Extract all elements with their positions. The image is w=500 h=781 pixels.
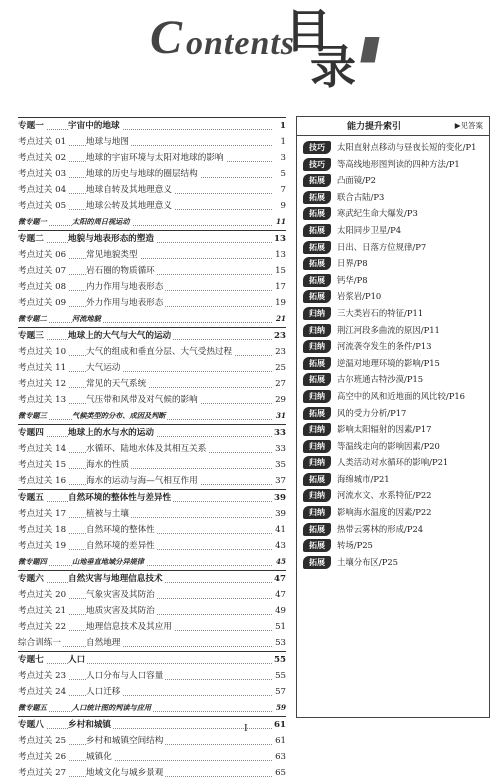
index-item[interactable] <box>303 272 485 289</box>
toc-title: 自然环境的整体性与差异性 <box>68 490 173 506</box>
toc-item-row[interactable] <box>18 603 286 619</box>
toc-section-row[interactable] <box>18 651 286 668</box>
toc-page: 23 <box>272 328 286 344</box>
toc-item-row[interactable] <box>18 295 286 311</box>
toc-item-row[interactable] <box>18 441 286 457</box>
toc-label: 考点过关 27 <box>18 765 68 781</box>
index-item[interactable] <box>303 239 485 256</box>
toc-title: 大气运动 <box>86 360 122 376</box>
toc-item-row[interactable] <box>18 344 286 360</box>
toc-title: 自然环境的差异性 <box>86 538 157 554</box>
toc-page: 55 <box>272 652 286 668</box>
index-item[interactable] <box>303 172 485 189</box>
toc-item-row[interactable] <box>18 150 286 166</box>
toc-title: 气象灾害及其防治 <box>86 587 157 603</box>
toc-item-row[interactable] <box>18 765 286 781</box>
toc-label: 考点过关 11 <box>18 360 68 376</box>
index-list <box>303 139 485 570</box>
toc-label: 专题七 <box>18 652 46 668</box>
toc-label: 考点过关 20 <box>18 587 68 603</box>
toc-page: 33 <box>272 441 286 457</box>
index-badge: 拓展 <box>303 357 331 370</box>
ability-index-panel <box>296 116 490 718</box>
toc-title: 大气的组成和垂直分层、大气受热过程 <box>86 344 234 360</box>
index-text: 寒武纪生命大爆发/P3 <box>337 208 418 219</box>
index-text: 荆江河段多曲流的原因/P11 <box>337 324 440 335</box>
answer-tag: ▶见答案 <box>454 121 483 130</box>
index-item[interactable] <box>303 371 485 388</box>
toc-page: 47 <box>272 571 286 587</box>
index-badge: 归纳 <box>303 506 331 519</box>
toc-page: 37 <box>272 473 286 489</box>
toc-label: 综合训练一 <box>18 635 63 651</box>
index-badge: 拓展 <box>303 407 331 420</box>
index-header <box>297 117 489 136</box>
toc-page: 25 <box>272 360 286 376</box>
index-text: 古尔班通古特沙漠/P15 <box>337 374 424 385</box>
toc-title: 地球自转及其地理意义 <box>86 182 174 198</box>
index-title: 能力提升索引 <box>347 122 402 132</box>
toc-section-row[interactable] <box>18 230 286 247</box>
toc-title: 地球上的大气与大气的运动 <box>68 328 173 344</box>
index-badge: 拓展 <box>303 556 331 569</box>
toc-title: 外力作用与地表形态 <box>86 295 165 311</box>
index-badge: 归纳 <box>303 340 331 353</box>
toc-page: 21 <box>272 311 286 327</box>
toc-title: 地质灾害及其防治 <box>86 603 157 619</box>
index-item[interactable] <box>303 487 485 504</box>
index-item[interactable] <box>303 205 485 222</box>
toc-page: 33 <box>272 425 286 441</box>
toc-label: 专题四 <box>18 425 46 441</box>
toc-label: 考点过关 04 <box>18 182 68 198</box>
index-item[interactable] <box>303 438 485 455</box>
toc-title: 气候类型的分布、成因及判断 <box>72 408 167 424</box>
index-badge: 拓展 <box>303 373 331 386</box>
toc-page: 5 <box>272 166 286 182</box>
toc-title: 人口迁移 <box>86 684 122 700</box>
toc-label: 考点过关 13 <box>18 392 68 408</box>
toc-title: 岩石圈的物质循环 <box>86 263 157 279</box>
toc-item-row[interactable] <box>18 733 286 749</box>
toc-title: 水循环、陆地水体及其相互关系 <box>86 441 208 457</box>
toc-special-row[interactable] <box>18 214 286 230</box>
toc-page: 7 <box>272 182 286 198</box>
index-badge: 拓展 <box>303 174 331 187</box>
toc-page: 57 <box>272 684 286 700</box>
toc-page: 17 <box>272 279 286 295</box>
toc-page: 19 <box>272 295 286 311</box>
index-text: 等温线走向的影响因素/P20 <box>337 440 440 451</box>
header-lu: 录 <box>310 40 356 94</box>
toc-page: 47 <box>272 587 286 603</box>
toc-label: 考点过关 22 <box>18 619 68 635</box>
index-item[interactable] <box>303 156 485 173</box>
toc-label: 考点过关 10 <box>18 344 68 360</box>
index-text: 联合古陆/P3 <box>337 191 385 202</box>
toc-title: 海水的运动与海—气相互作用 <box>86 473 200 489</box>
toc-label: 微专题四 <box>18 554 49 570</box>
index-item[interactable] <box>303 338 485 355</box>
toc-item-row[interactable] <box>18 198 286 214</box>
toc-label: 考点过关 15 <box>18 457 68 473</box>
index-text: 海绵城市/P21 <box>337 473 390 484</box>
index-text: 河流袭夺发生的条件/P13 <box>337 341 432 352</box>
index-item[interactable] <box>303 139 485 156</box>
toc-item-row[interactable] <box>18 587 286 603</box>
toc-item-row[interactable] <box>18 360 286 376</box>
index-badge: 归纳 <box>303 324 331 337</box>
toc-page: 11 <box>272 214 286 230</box>
toc-title: 人口分布与人口容量 <box>86 668 165 684</box>
leader-dots <box>18 214 272 226</box>
toc-label: 专题二 <box>18 231 46 247</box>
toc-title: 河流地貌 <box>72 311 103 327</box>
toc-title: 常见地貌类型 <box>86 247 140 263</box>
toc-label: 微专题三 <box>18 408 49 424</box>
toc-title: 植被与土壤 <box>86 506 131 522</box>
toc-label: 考点过关 16 <box>18 473 68 489</box>
index-badge: 拓展 <box>303 191 331 204</box>
toc-title: 自然灾害与地理信息技术 <box>68 571 165 587</box>
toc-page: 61 <box>272 717 286 733</box>
index-item[interactable] <box>303 222 485 239</box>
toc-title: 太阳的周日视运动 <box>72 214 132 230</box>
index-badge: 归纳 <box>303 423 331 436</box>
toc-item-row[interactable] <box>18 279 286 295</box>
toc-label: 考点过关 03 <box>18 166 68 182</box>
toc-page: 59 <box>272 700 286 716</box>
toc-page: 35 <box>272 457 286 473</box>
toc-title: 自然环境的整体性 <box>86 522 157 538</box>
toc-page: 1 <box>272 134 286 150</box>
toc-page: 61 <box>272 733 286 749</box>
leader-dots <box>18 652 272 664</box>
toc-label: 考点过关 09 <box>18 295 68 311</box>
toc-item-row[interactable] <box>18 538 286 554</box>
toc-page: 49 <box>272 603 286 619</box>
index-badge: 拓展 <box>303 274 331 287</box>
index-item[interactable] <box>303 189 485 206</box>
toc-section-row[interactable] <box>18 570 286 587</box>
toc-title: 自然地理 <box>86 635 122 651</box>
toc-item-row[interactable] <box>18 392 286 408</box>
toc-page: 43 <box>272 538 286 554</box>
toc-item-row[interactable] <box>18 684 286 700</box>
toc-label: 考点过关 24 <box>18 684 68 700</box>
toc-label: 考点过关 17 <box>18 506 68 522</box>
index-item[interactable] <box>303 255 485 272</box>
index-item[interactable] <box>303 454 485 471</box>
toc-special-row[interactable] <box>18 408 286 424</box>
leader-dots <box>18 311 272 323</box>
toc-title: 地貌与地表形态的塑造 <box>68 231 156 247</box>
toc-label: 考点过关 02 <box>18 150 68 166</box>
index-text: 热带云雾林的形成/P24 <box>337 523 424 534</box>
index-text: 影响太阳辐射的因素/P17 <box>337 424 432 435</box>
index-text: 土壤分布区/P25 <box>337 556 398 567</box>
toc-title: 地球的宇宙环境与太阳对地球的影响 <box>86 150 226 166</box>
leader-dots <box>18 118 272 130</box>
index-badge: 拓展 <box>303 290 331 303</box>
toc-section-row[interactable] <box>18 489 286 506</box>
toc-item-row[interactable] <box>18 247 286 263</box>
toc-title: 地域文化与城乡景观 <box>86 765 165 781</box>
toc-item-row[interactable] <box>18 749 286 765</box>
toc-page: 65 <box>272 765 286 781</box>
toc-page: 39 <box>272 506 286 522</box>
index-item[interactable] <box>303 355 485 372</box>
toc-label: 考点过关 07 <box>18 263 68 279</box>
index-badge: 拓展 <box>303 473 331 486</box>
toc-page: 63 <box>272 749 286 765</box>
index-badge: 拓展 <box>303 257 331 270</box>
index-badge: 技巧 <box>303 141 331 154</box>
toc-page: 27 <box>272 376 286 392</box>
toc-section-row[interactable] <box>18 117 286 134</box>
index-badge: 归纳 <box>303 440 331 453</box>
index-text: 日界/P8 <box>337 258 368 269</box>
contents-header <box>0 0 500 100</box>
index-badge: 拓展 <box>303 207 331 220</box>
toc-page: 23 <box>272 344 286 360</box>
index-item[interactable] <box>303 521 485 538</box>
toc-page: 3 <box>272 150 286 166</box>
toc-label: 考点过关 26 <box>18 749 68 765</box>
toc-title: 乡村和城镇空间结构 <box>86 733 165 749</box>
toc-item-row[interactable] <box>18 166 286 182</box>
page-number: I <box>244 722 248 734</box>
index-item[interactable] <box>303 537 485 554</box>
toc-title: 地球上的水与水的运动 <box>68 425 156 441</box>
toc-label: 微专题二 <box>18 311 49 327</box>
index-item[interactable] <box>303 554 485 571</box>
index-item[interactable] <box>303 504 485 521</box>
index-text: 太阳同步卫星/P4 <box>337 224 402 235</box>
toc-label: 专题五 <box>18 490 46 506</box>
index-item[interactable] <box>303 388 485 405</box>
toc-label: 考点过关 05 <box>18 198 68 214</box>
index-badge: 归纳 <box>303 307 331 320</box>
toc-title: 城镇化 <box>86 749 114 765</box>
toc-label: 考点过关 25 <box>18 733 68 749</box>
toc-item-row[interactable] <box>18 635 286 651</box>
toc-item-row[interactable] <box>18 619 286 635</box>
toc-page: 31 <box>272 408 286 424</box>
toc-special-row[interactable] <box>18 311 286 327</box>
toc-label: 考点过关 08 <box>18 279 68 295</box>
toc-page: 45 <box>272 554 286 570</box>
toc-label: 考点过关 18 <box>18 522 68 538</box>
toc-page: 13 <box>272 247 286 263</box>
index-item[interactable] <box>303 305 485 322</box>
index-badge: 拓展 <box>303 523 331 536</box>
header-contents: ontents <box>186 25 296 62</box>
index-text: 转场/P25 <box>337 540 373 551</box>
toc-item-row[interactable] <box>18 522 286 538</box>
toc-page: 9 <box>272 198 286 214</box>
index-badge: 技巧 <box>303 158 331 171</box>
index-text: 河流水文、水系特征/P22 <box>337 490 432 501</box>
toc-special-row[interactable] <box>18 700 286 716</box>
index-badge: 拓展 <box>303 539 331 552</box>
index-text: 风的受力分析/P17 <box>337 407 407 418</box>
toc-item-row[interactable] <box>18 473 286 489</box>
index-text: 钙华/P8 <box>337 274 368 285</box>
toc-item-row[interactable] <box>18 182 286 198</box>
toc-title: 常见的天气系统 <box>86 376 148 392</box>
toc-page: 41 <box>272 522 286 538</box>
toc-label: 考点过关 01 <box>18 134 68 150</box>
index-badge: 归纳 <box>303 489 331 502</box>
index-text: 高空中的风和近地面的风比较/P16 <box>337 390 465 401</box>
toc-item-row[interactable] <box>18 134 286 150</box>
toc-title: 人口 <box>68 652 87 668</box>
header-mu: 目 <box>285 4 331 58</box>
toc-page: 55 <box>272 668 286 684</box>
toc-section-row[interactable] <box>18 424 286 441</box>
toc-page: 39 <box>272 490 286 506</box>
toc-label: 考点过关 19 <box>18 538 68 554</box>
toc-page: 13 <box>272 231 286 247</box>
index-text: 岩浆岩/P10 <box>337 291 382 302</box>
index-text: 太阳直射点移动与昼夜长短的变化/P1 <box>337 142 477 152</box>
index-text: 日出、日落方位规律/P7 <box>337 241 427 252</box>
header-c: C <box>150 11 183 64</box>
index-item[interactable] <box>303 421 485 438</box>
index-badge: 拓展 <box>303 241 331 254</box>
toc-title: 地理信息技术及其应用 <box>86 619 174 635</box>
toc-label: 专题八 <box>18 717 46 733</box>
index-text: 逆温对地理环境的影响/P15 <box>337 357 440 368</box>
toc-title: 乡村和城镇 <box>68 717 113 733</box>
toc-label: 专题六 <box>18 571 46 587</box>
toc-title: 人口统计图的判读与应用 <box>72 700 153 716</box>
toc-label: 考点过关 14 <box>18 441 68 457</box>
index-item[interactable] <box>303 405 485 422</box>
toc-title: 内力作用与地表形态 <box>86 279 165 295</box>
index-text: 凸面镜/P2 <box>337 175 376 186</box>
toc-title: 山地垂直地域分异规律 <box>72 554 146 570</box>
toc-title: 气压带和风带及对气候的影响 <box>86 392 200 408</box>
toc-page: 1 <box>272 118 286 134</box>
toc-special-row[interactable] <box>18 554 286 570</box>
index-item[interactable] <box>303 471 485 488</box>
toc-label: 微专题五 <box>18 700 49 716</box>
toc-page: 53 <box>272 635 286 651</box>
index-badge: 归纳 <box>303 390 331 403</box>
toc-label: 考点过关 21 <box>18 603 68 619</box>
leader-dots <box>18 717 272 729</box>
toc-item-row[interactable] <box>18 506 286 522</box>
toc-label: 考点过关 12 <box>18 376 68 392</box>
toc-item-row[interactable] <box>18 263 286 279</box>
toc-section-row[interactable] <box>18 327 286 344</box>
toc-page: 15 <box>272 263 286 279</box>
toc-page: 29 <box>272 392 286 408</box>
toc-label: 考点过关 23 <box>18 668 68 684</box>
index-badge: 拓展 <box>303 224 331 237</box>
toc-title: 海水的性质 <box>86 457 131 473</box>
index-text: 人类活动对水循环的影响/P21 <box>337 457 449 468</box>
index-item[interactable] <box>303 288 485 305</box>
toc-label: 专题三 <box>18 328 46 344</box>
index-text: 三大类岩石的特征/P11 <box>337 307 424 318</box>
toc-label: 专题一 <box>18 118 46 134</box>
toc-title: 地球与地图 <box>86 134 131 150</box>
toc-item-row[interactable] <box>18 376 286 392</box>
toc-title: 宇宙中的地球 <box>68 118 122 134</box>
toc-item-row[interactable] <box>18 668 286 684</box>
index-text: 等高线地形图判读的四种方法/P1 <box>337 158 460 169</box>
toc-page: 51 <box>272 619 286 635</box>
toc-label: 微专题一 <box>18 214 49 230</box>
index-text: 影响海水温度的因素/P22 <box>337 507 432 518</box>
toc-label: 考点过关 06 <box>18 247 68 263</box>
header-slashes: //// <box>360 32 374 70</box>
toc-title: 地球的历史与地球的圈层结构 <box>86 166 200 182</box>
index-badge: 归纳 <box>303 456 331 469</box>
toc-item-row[interactable] <box>18 457 286 473</box>
index-item[interactable] <box>303 322 485 339</box>
table-of-contents <box>18 117 286 781</box>
toc-title: 地球公转及其地理意义 <box>86 198 174 214</box>
